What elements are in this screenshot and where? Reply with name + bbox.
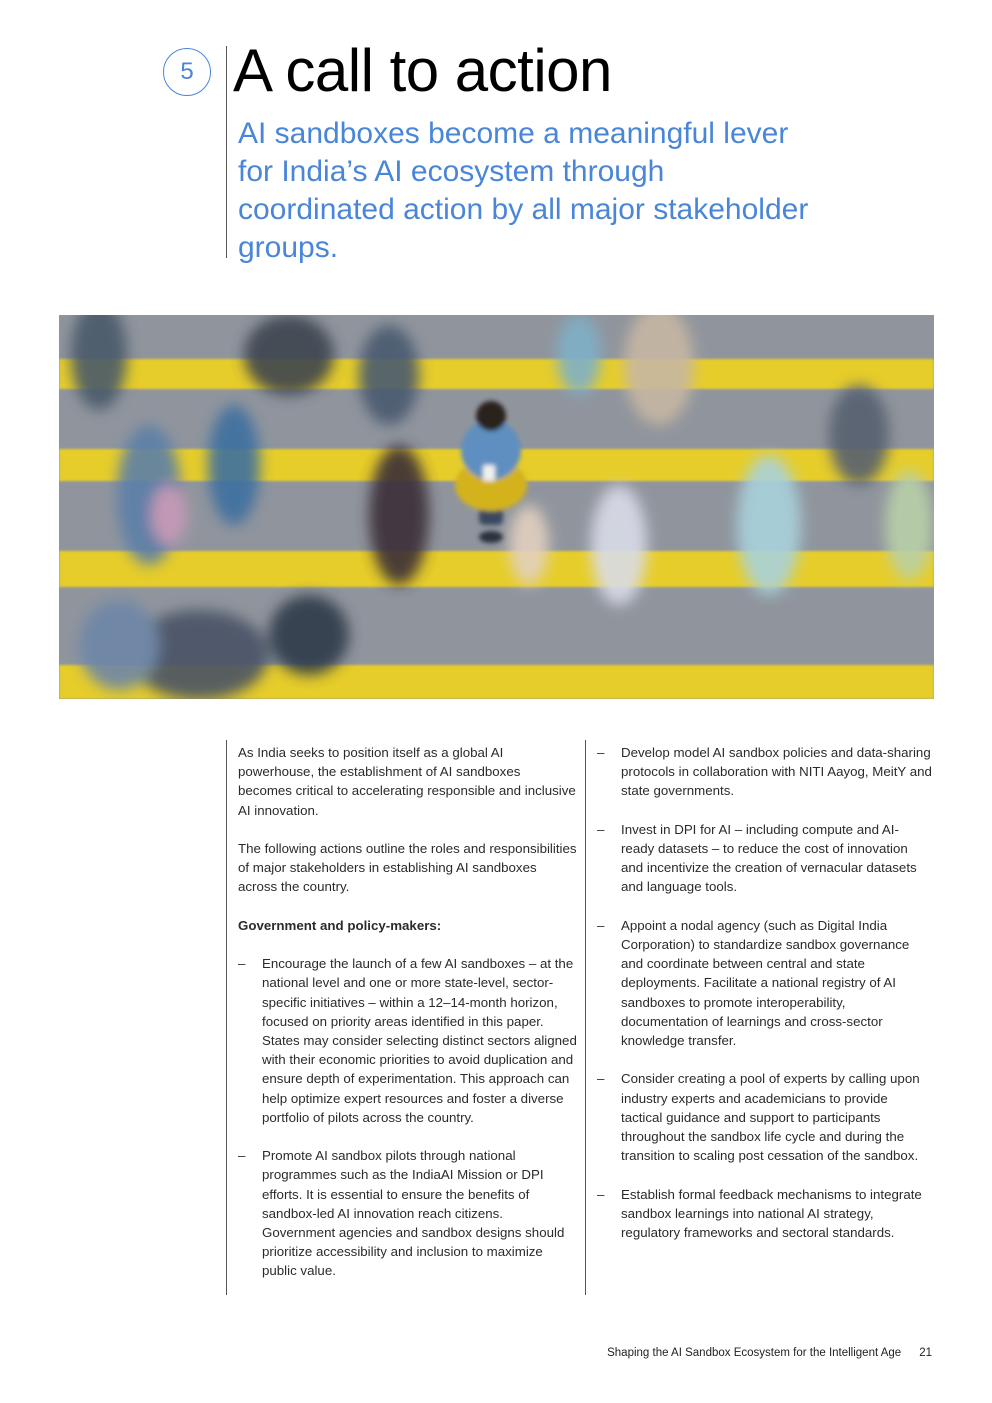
bullet-dash: –	[597, 745, 605, 760]
hero-photo	[59, 315, 934, 699]
photo-crowd-crosswalk-icon	[59, 315, 934, 699]
bullet-dash: –	[597, 1071, 605, 1087]
bullet-list	[597, 743, 932, 1242]
list-item-text: Promote AI sandbox pilots through national programmes such as the IndiaAI Mission or DPI efforts. It is essential to ensure the benefits of sandbox-led AI innovation reach citizens. Government agencies and sandbox designs should prioritize accessibility and inclusion to maximize public value.	[262, 1148, 565, 1279]
right-text-column	[597, 743, 932, 1261]
list-item-text: Develop model AI sandbox policies and data-sharing protocols in collaboration with NITI Aayog, MeitY and state governments.	[621, 745, 932, 799]
left-column-divider	[226, 740, 227, 1295]
list-item	[597, 743, 932, 801]
list-item-text: Encourage the launch of a few AI sandboxes – at the national level and one or more state-level, sector-specific initiatives – within a 12–14-month horizon, focused on priority areas identified in this paper. States may consider selecting distinct sectors aligned with their economic priorities to avoid duplication and ensure depth of experimentation. This approach can help optimize expert resources and foster a diverse portfolio of pilots across the country.	[262, 956, 577, 1125]
middle-column-divider	[585, 740, 586, 1295]
page-title: A call to action	[233, 37, 612, 104]
bullet-list	[238, 954, 578, 1280]
intro-paragraph: The following actions outline the roles and responsibilities of major stakeholders in establishing AI sandboxes across the country.	[238, 841, 577, 895]
list-item-text: Appoint a nodal agency (such as Digital India Corporation) to standardize sandbox governance and coordinate between central and state deployments. Facilitate a national registry of AI sandboxes to promote interoperability, documentation of learnings and cross-sector knowledge transfer.	[621, 917, 910, 1049]
list-item	[597, 820, 932, 897]
list-item	[597, 1185, 932, 1243]
bullet-dash: –	[238, 956, 246, 972]
bullet-dash: –	[597, 1186, 605, 1202]
bullet-dash: –	[597, 917, 605, 933]
list-item-text: Establish formal feedback mechanisms to integrate sandbox learnings into national AI strategy, regulatory frameworks and sectoral standards.	[621, 1186, 922, 1241]
section-subhead: Government and policy-makers:	[238, 917, 442, 933]
page-footer	[607, 1347, 932, 1359]
header-divider	[226, 46, 227, 258]
page-subtitle: AI sandboxes become a meaningful lever for India’s AI ecosystem through coordinated action by all major stakeholder groups.	[238, 117, 809, 264]
list-item	[597, 916, 932, 1050]
list-item-text: Invest in DPI for AI – including compute and AI-ready datasets – to reduce the cost of innovation and incentivize the creation of vernacular datasets and language tools.	[621, 821, 917, 895]
intro-paragraph: As India seeks to position itself as a global AI powerhouse, the establishment of AI sandboxes becomes critical to accelerating responsible and inclusive AI innovation.	[238, 745, 576, 818]
chapter-number: 5	[180, 58, 194, 85]
chapter-number-badge	[163, 48, 211, 96]
list-item	[238, 1146, 578, 1280]
list-item-text: Consider creating a pool of experts by calling upon industry experts and academicians to provide tactical guidance and support to participants throughout the sandbox life cycle and during the transition to scaling post cessation of the sandbox.	[621, 1071, 920, 1164]
bullet-dash: –	[597, 821, 605, 837]
left-text-column	[238, 743, 578, 1300]
list-item	[597, 1069, 932, 1165]
page-number: 21	[919, 1347, 932, 1359]
list-item	[238, 954, 578, 1127]
bullet-dash: –	[238, 1148, 246, 1164]
footer-report-title: Shaping the AI Sandbox Ecosystem for the Intelligent Age	[607, 1347, 902, 1359]
